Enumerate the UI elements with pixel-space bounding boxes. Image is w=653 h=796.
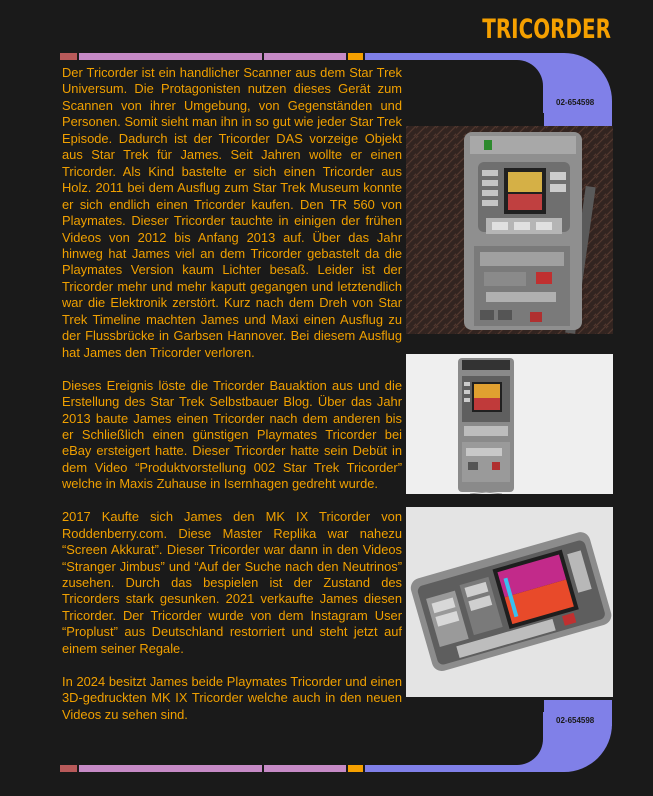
lcars-code-top: 02-654598: [556, 98, 595, 107]
page-title: TRICORDER: [482, 14, 611, 45]
lcars-segment-red: [60, 53, 77, 60]
lcars-segment-pink-2: [264, 765, 346, 772]
lcars-segment-orange: [348, 765, 363, 772]
article-body: [62, 65, 402, 723]
photo-tricorder-white-background: [406, 354, 613, 494]
photo-mk-ix-tricorder: [406, 507, 613, 697]
lcars-segment-pink: [79, 53, 262, 60]
paragraph-2: Dieses Ereignis löste die Tricorder Bauaktion aus und die Erstellung des Star Trek Selbstbauer Blog. Über das Jahr 2013 baute James einen Tricorder nach dem anderen bis er Schließlich einen günstigen Playmates Tricorder bei eBay ersteigert hatte. Dieser Tricorder hatte sein Debüt in dem Video “Produktvorstellung 002 Star Trek Tricorder” welche in Maxis Zuhause in Isernhagen gedreht wurde.: [62, 377, 402, 492]
paragraph-4: In 2024 besitzt James beide Playmates Tricorder und einen 3D-gedruckten MK IX Tricorder welche auch in den neuen Videos zu sehen sind.: [62, 673, 402, 722]
photo-playmates-tricorder: [406, 126, 613, 334]
lcars-segment-orange: [348, 53, 363, 60]
lcars-code-bottom: 02-654598: [556, 716, 595, 725]
paragraph-3: 2017 Kaufte sich James den MK IX Tricorder von Roddenberry.com. Diese Master Replika war nahezu “Screen Akkurat”. Dieser Tricorder war dann in den Videos “Stranger Jimbus” und “Auf der Suche nach den Neutrinos” zusehen. Durch das bespielen ist der Zustand des Tricorders stark gesunken. 2021 verkaufte James diesen Tricorder. Der Tricorder wurde von dem Instagram User “Proplust” aus Deutschland restorriert und steht jetzt auf einem seiner Regale.: [62, 509, 402, 656]
lcars-segment-red: [60, 765, 77, 772]
lcars-segment-pink: [79, 765, 262, 772]
paragraph-1: Der Tricorder ist ein handlicher Scanner aus dem Star Trek Universum. Die Protagonisten nutzen dieses Gerät zum Scannen von ihrer Umgebung, von Gegenständen und Personen. Somit sieht man ihn in so gut wie jeder Star Trek Episode. Dadurch ist der Tricorder DAS vorzeige Objekt aus Star Trek für James. Seit Jahren wollte er einen Tricorder. Als Kind bastelte er sich einen Tricorder aus Holz. 2011 bei dem Ausflug zum Star Trek Museum konnte er sich endlich einen Tricorder kaufen. Den TR 560 von Playmates. Dieser Tricorder tauchte in einigen der frühen Videos von 2012 bis Anfang 2013 auf. Über das Jahr hinweg hat James viel an dem Tricorder gebastelt da die Playmates Version kaum Lichter besaß. Leider ist der Tricorder mehr und mehr kaputt gegangen und letztendlich war die Elektronik zerstört. Kurz nach dem Dreh von Star Trek Timeline machten James und Maxi einen Ausflug zu der Flussbrücke in Garbsen Hannover. Bei diesem Ausflug hat James den Tricorder verloren.: [62, 65, 402, 360]
lcars-segment-pink-2: [264, 53, 346, 60]
